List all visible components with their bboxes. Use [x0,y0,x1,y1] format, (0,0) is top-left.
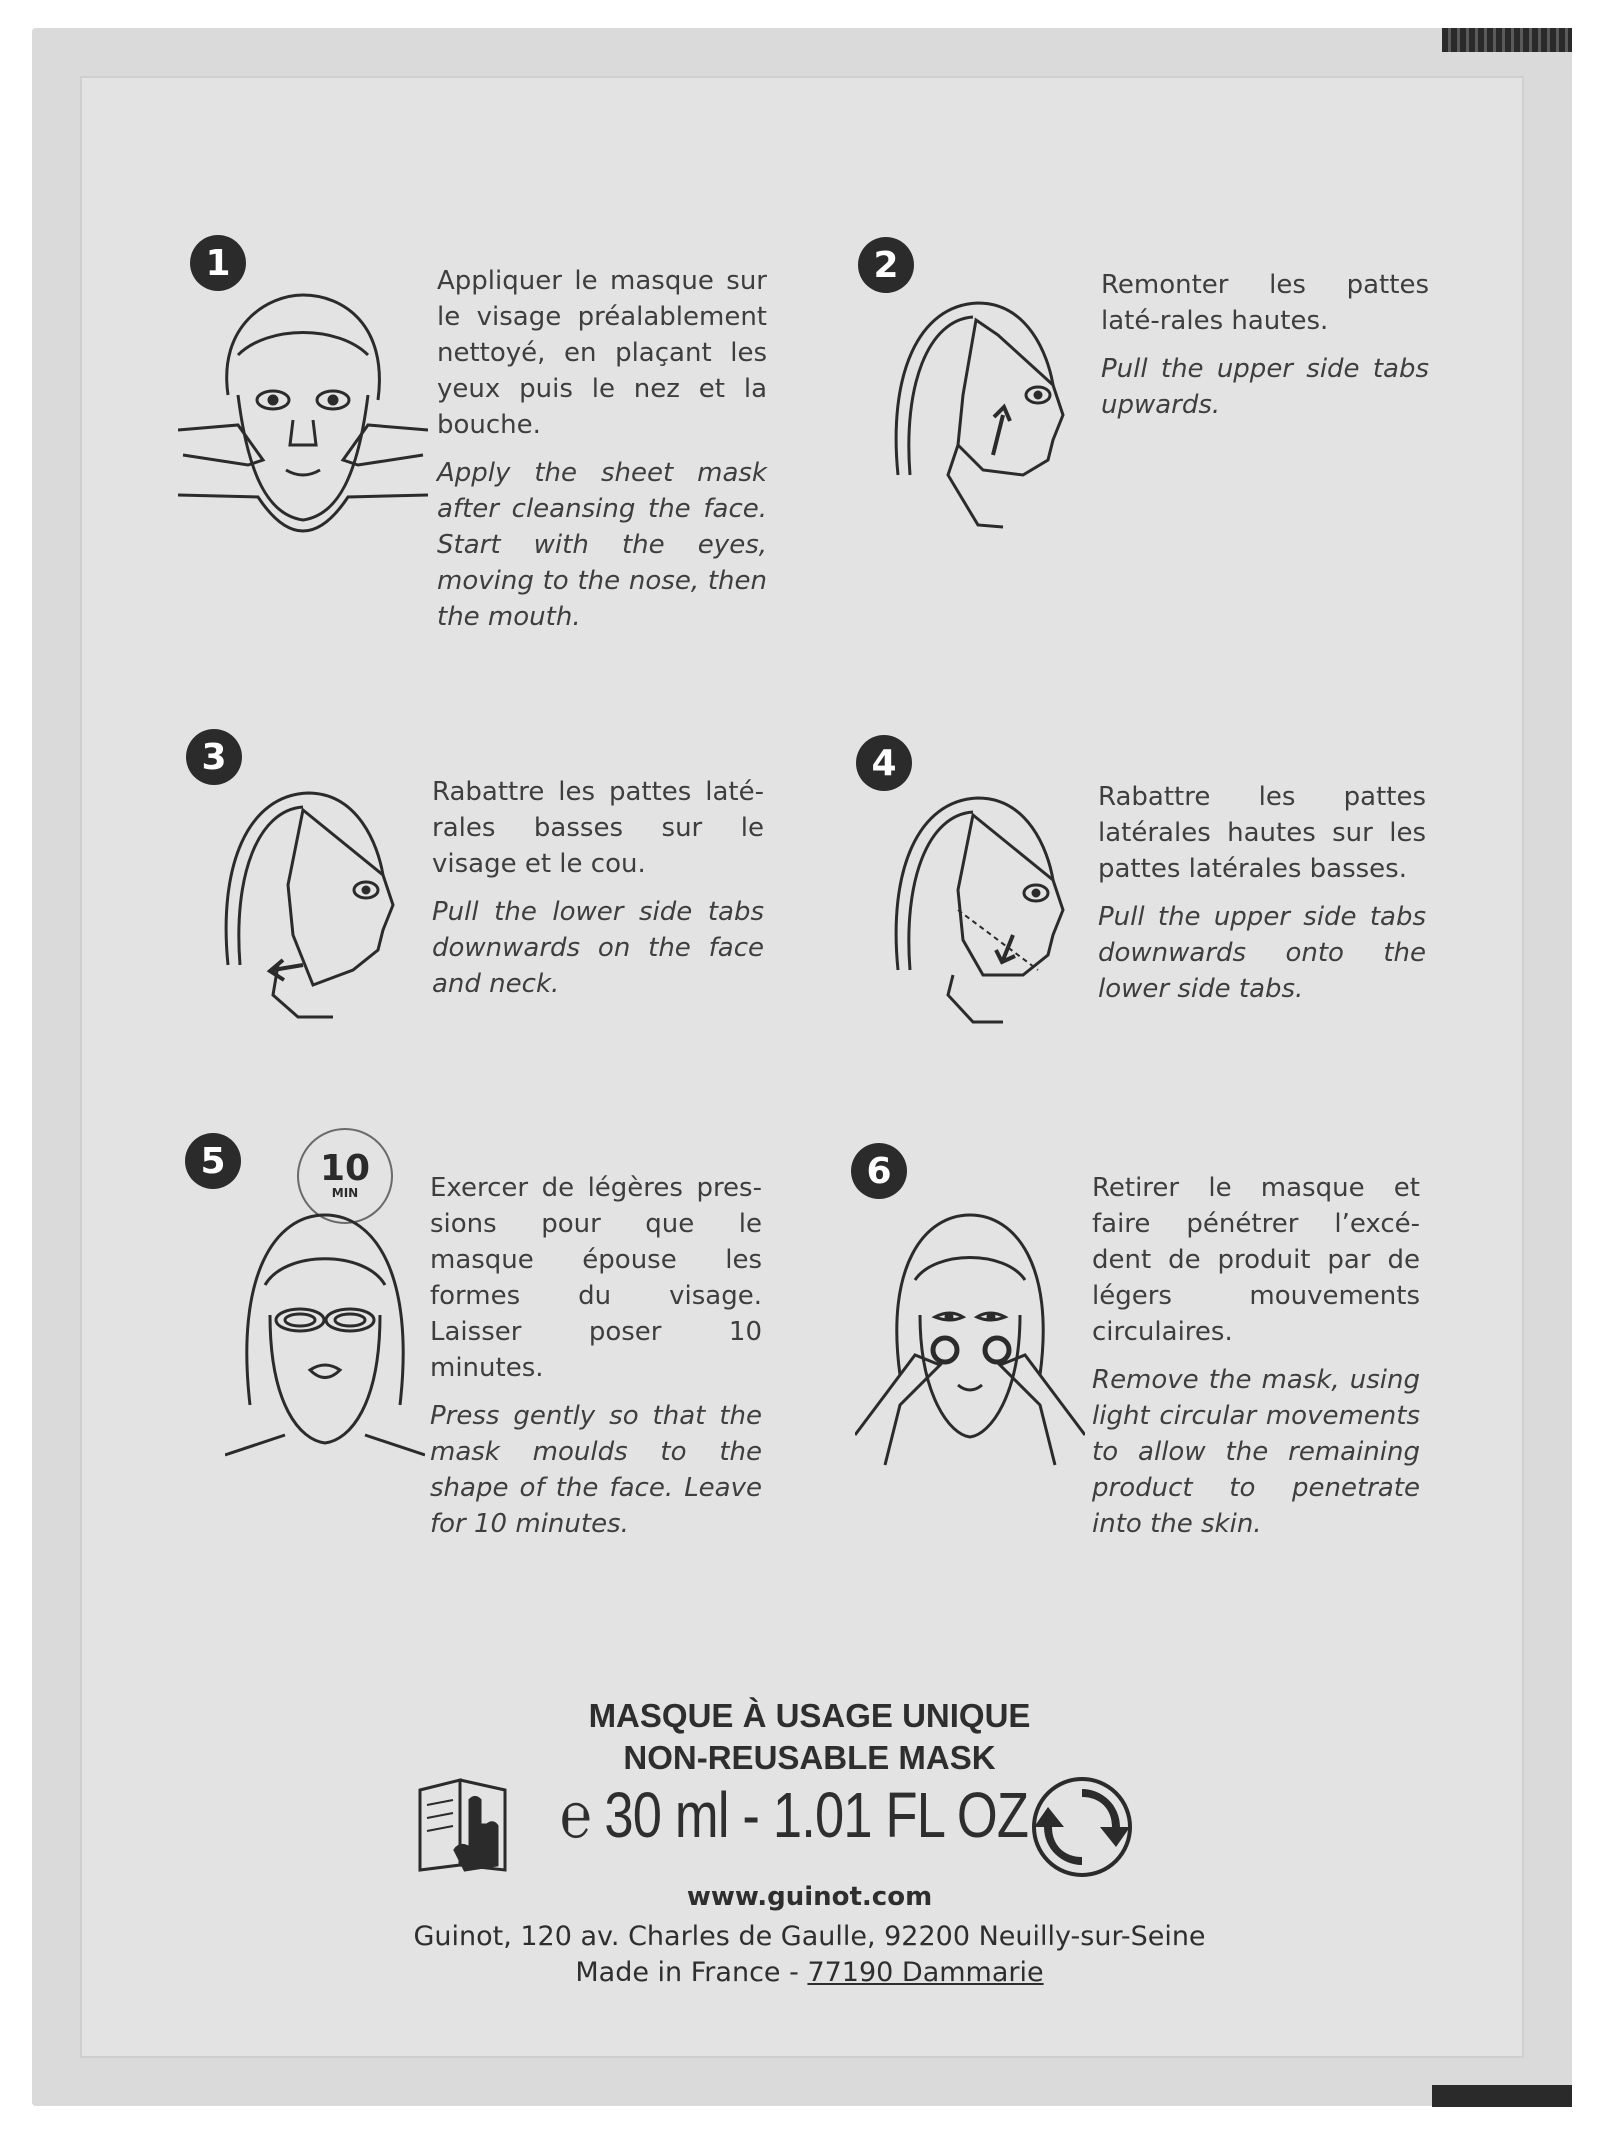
instruction-en: Pull the lower side tabs downwards on the face and neck. [432,897,764,999]
instruction-fr: Appliquer le masque sur le visage préalablement nettoyé, en plaçant les yeux puis le nez et la bouche. [437,266,767,440]
crimp-edge-top [1442,28,1572,52]
face-mask-illustration [855,1205,1085,1470]
face-mask-illustration [225,1205,425,1460]
face-mask-illustration [178,285,428,560]
step-number-badge: 2 [858,237,914,293]
step-number-badge: 3 [186,729,242,785]
instruction-fr: Remonter les pattes laté-rales hautes. [1101,270,1429,336]
step-4-text [1098,779,1426,1007]
instruction-fr: Retirer le masque et faire pénétrer l’excé-dent de produit par de légers mouvements circulaires. [1092,1173,1420,1347]
step-number-badge: 4 [856,735,912,791]
instruction-en: Apply the sheet mask after cleansing the face. Start with the eyes, moving to the nose, then the mouth. [437,458,767,632]
step-6-text [1092,1170,1420,1542]
crimp-edge-bottom [1432,2085,1572,2107]
instruction-en: Remove the mask, using light circular movements to allow the remaining product to penetrate into the skin. [1092,1365,1420,1539]
face-mask-illustration [218,785,408,1020]
step-2-text [1101,267,1429,423]
step-number-badge: 1 [190,235,246,291]
made-in-place: 77190 Dammarie [807,1957,1044,1988]
instruction-en: Pull the upper side tabs downwards onto the lower side tabs. [1098,902,1426,1004]
company-address: Guinot, 120 av. Charles de Gaulle, 92200 Neuilly-sur-Seine [413,1921,1206,1952]
step-5-text [430,1170,762,1542]
volume-label: ℮ 30 ml - 1.01 FL OZ [560,1779,1029,1851]
single-use-label-en: NON-REUSABLE MASK [623,1739,996,1776]
website-url: www.guinot.com [686,1882,933,1912]
face-mask-illustration [888,295,1078,530]
step-3-text [432,774,764,1002]
timer-unit: MIN [331,1186,359,1200]
volume-row [0,1770,1619,1880]
timer-value: 10 [319,1148,371,1189]
instruction-fr: Rabattre les pattes laté-rales basses sur le visage et le cou. [432,777,764,879]
instruction-fr: Rabattre les pattes latérales hautes sur les pattes latérales basses. [1098,782,1426,884]
step-1-text [437,263,767,635]
step-number-badge: 5 [185,1133,241,1189]
instruction-en: Press gently so that the mask moulds to the shape of the face. Leave for 10 minutes. [430,1401,762,1539]
read-instructions-icon [415,1770,515,1880]
made-in-line [0,1954,1619,1992]
instruction-en: Pull the upper side tabs upwards. [1101,354,1429,420]
single-use-label-fr: MASQUE À USAGE UNIQUE [588,1697,1031,1734]
recycle-green-dot-icon [1030,1775,1135,1880]
instruction-fr: Exercer de légères pres-sions pour que le masque épouse les formes du visage. Laisser poser 10 minutes. [430,1173,762,1383]
step-number-badge: 6 [851,1143,907,1199]
made-in-text: Made in France - [575,1957,808,1988]
face-mask-illustration [888,790,1078,1025]
